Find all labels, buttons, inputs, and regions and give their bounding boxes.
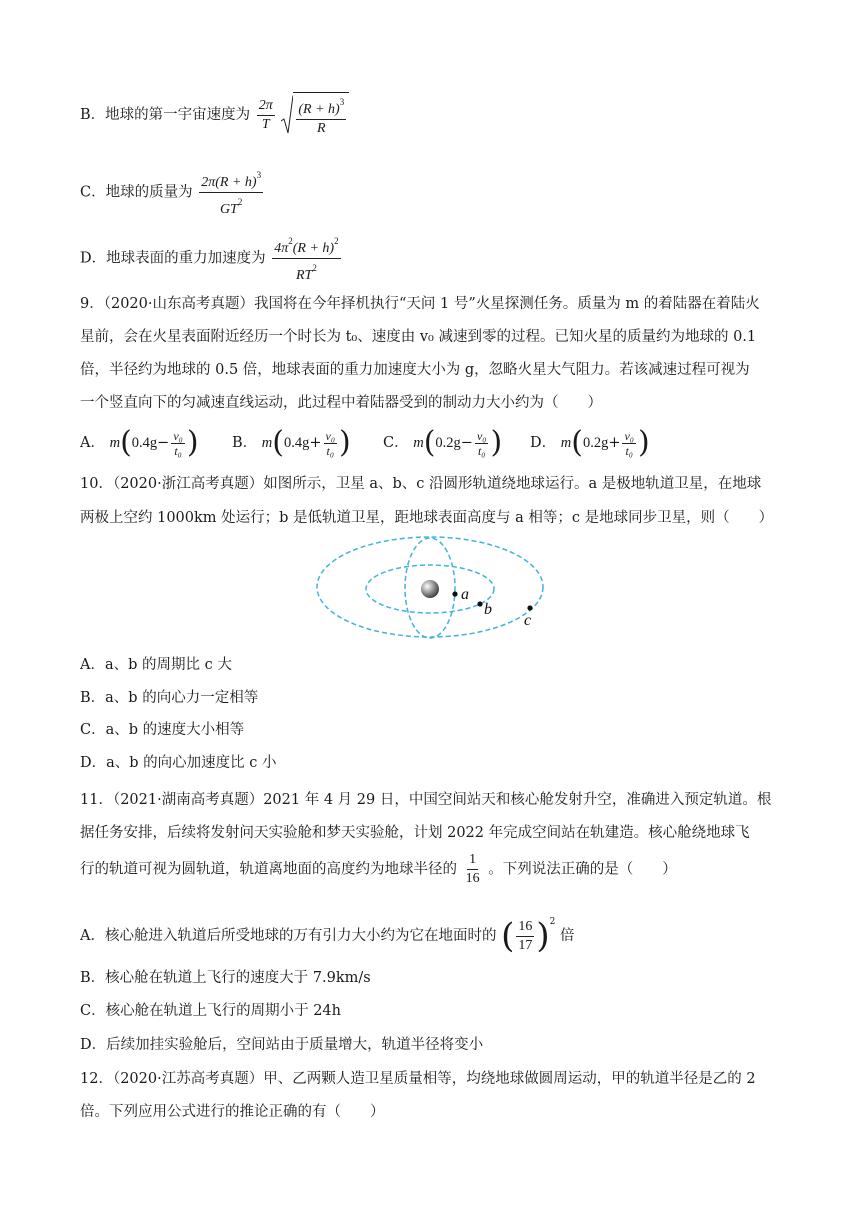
q8-option-b-sqrt: $(R + h)^3$ R (281, 92, 349, 138)
label-c: c (524, 612, 532, 629)
q11-line-3: 行的轨道可视为圆轨道，轨道离地面的高度约为地球半径的 $\frac{1}{16}$ 。下列说法正确的是（ ） (80, 852, 677, 886)
label-b: b (484, 601, 492, 618)
q8-option-d-fraction: $\frac{4\pi^2(R + h)^2}{RT^2}$ (272, 233, 340, 284)
satellite-b (477, 601, 482, 606)
q8-option-d (80, 233, 343, 284)
q10-option-a: A．a、b 的周期比 c 大 (80, 657, 232, 673)
q12-line-2: 倍。下列应用公式进行的推论正确的有（ ） (80, 1104, 385, 1120)
q8-option-b (80, 92, 349, 138)
q8-option-b-text: B．地球的第一宇宙速度为 (80, 107, 251, 123)
q8-option-d-text: D．地球表面的重力加速度为 (80, 250, 266, 267)
q8-option-c-fraction: $\frac{2\pi(R + h)^3}{GT^2}$ (199, 167, 263, 218)
q9-option-c: C． m(0.2g− $\frac{\text{v₀}}{\text{t₀}}$ ) (383, 425, 503, 460)
q12-line-1: 12．（2020·江苏高考真题）甲、乙两颗人造卫星质量相等，均绕地球做圆周运动，甲的轨道半径是乙的 2 (80, 1071, 756, 1087)
q11-option-c: C．核心舱在轨道上飞行的周期小于 24h (80, 1003, 341, 1019)
q11-line-2: 据任务安排，后续将发射问天实验舱和梦天实验舱，计划 2022 年完成空间站在轨建造。核心舱绕地球飞 (80, 825, 750, 841)
q9-option-a: A． m(0.4g− $\frac{\text{v₀}}{\text{t₀}}$ ) (80, 425, 199, 460)
q11-option-b: B．核心舱在轨道上飞行的速度大于 7.9km/s (80, 970, 371, 986)
radical-sign-icon (281, 95, 293, 135)
q11-option-d: D．后续加挂实验舱后，空间站由于质量增大，轨道半径将变小 (80, 1037, 484, 1053)
q8-option-c-text: C．地球的质量为 (80, 184, 193, 201)
q11-fraction: $\frac{1}{16}$ (465, 852, 480, 886)
satellite-c (527, 605, 532, 610)
q11-line-1: 11．（2021·湖南高考真题）2021 年 4 月 29 日，中国空间站天和核心舱发射升空，准确进入预定轨道。根 (80, 792, 772, 808)
satellite-a (452, 591, 457, 596)
q9-option-d: D． m(0.2g+ $\frac{\text{v₀}}{\text{t₀}}$ ) (530, 425, 650, 460)
q9-line-3: 倍，半径约为地球的 0.5 倍，地球表面的重力加速度大小为 g，忽略火星大气阻力。若该减速过程可视为 (80, 362, 750, 378)
q10-line-1: 10．（2020·浙江高考真题）如图所示，卫星 a、b、c 沿圆形轨道绕地球运行。a 是极地轨道卫星，在地球 (80, 476, 762, 492)
q11-option-a: A．核心舱进入轨道后所受地球的万有引力大小约为它在地面时的 ( $\frac{16}{17}$ )$^2$ 倍 (80, 916, 575, 956)
q10-option-c: C．a、b 的速度大小相等 (80, 722, 245, 738)
q10-option-d: D．a、b 的向心加速度比 c 小 (80, 755, 277, 771)
q8-option-c (80, 167, 265, 218)
q9-option-b: B． m(0.4g+ $\frac{\text{v₀}}{\text{t₀}}$ ) (232, 425, 351, 460)
q9-line-2: 星前，会在火星表面附近经历一个时长为 t₀、速度由 v₀ 减速到零的过程。已知火星的质量约为地球的 0.1 (80, 329, 757, 345)
q10-option-b: B．a、b 的向心力一定相等 (80, 690, 259, 706)
q9-line-4: 一个竖直向下的匀减速直线运动，此过程中着陆器受到的制动力大小约为（ ） (80, 395, 602, 411)
earth-icon (421, 580, 439, 598)
q10-line-2: 两极上空约 1000km 处运行；b 是低轨道卫星，距地球表面高度与 a 相等；c 是地球同步卫星，则（ ） (80, 510, 774, 526)
q8-option-b-fraction: $\frac{2\pi}{T}$ (258, 97, 273, 132)
orbit-figure (312, 532, 552, 662)
q9-line-1: 9．（2020·山东高考真题）我国将在今年择机执行“天问 1 号”火星探测任务。质量为 m 的着陆器在着陆火 (80, 296, 760, 312)
label-a: a (461, 586, 469, 603)
